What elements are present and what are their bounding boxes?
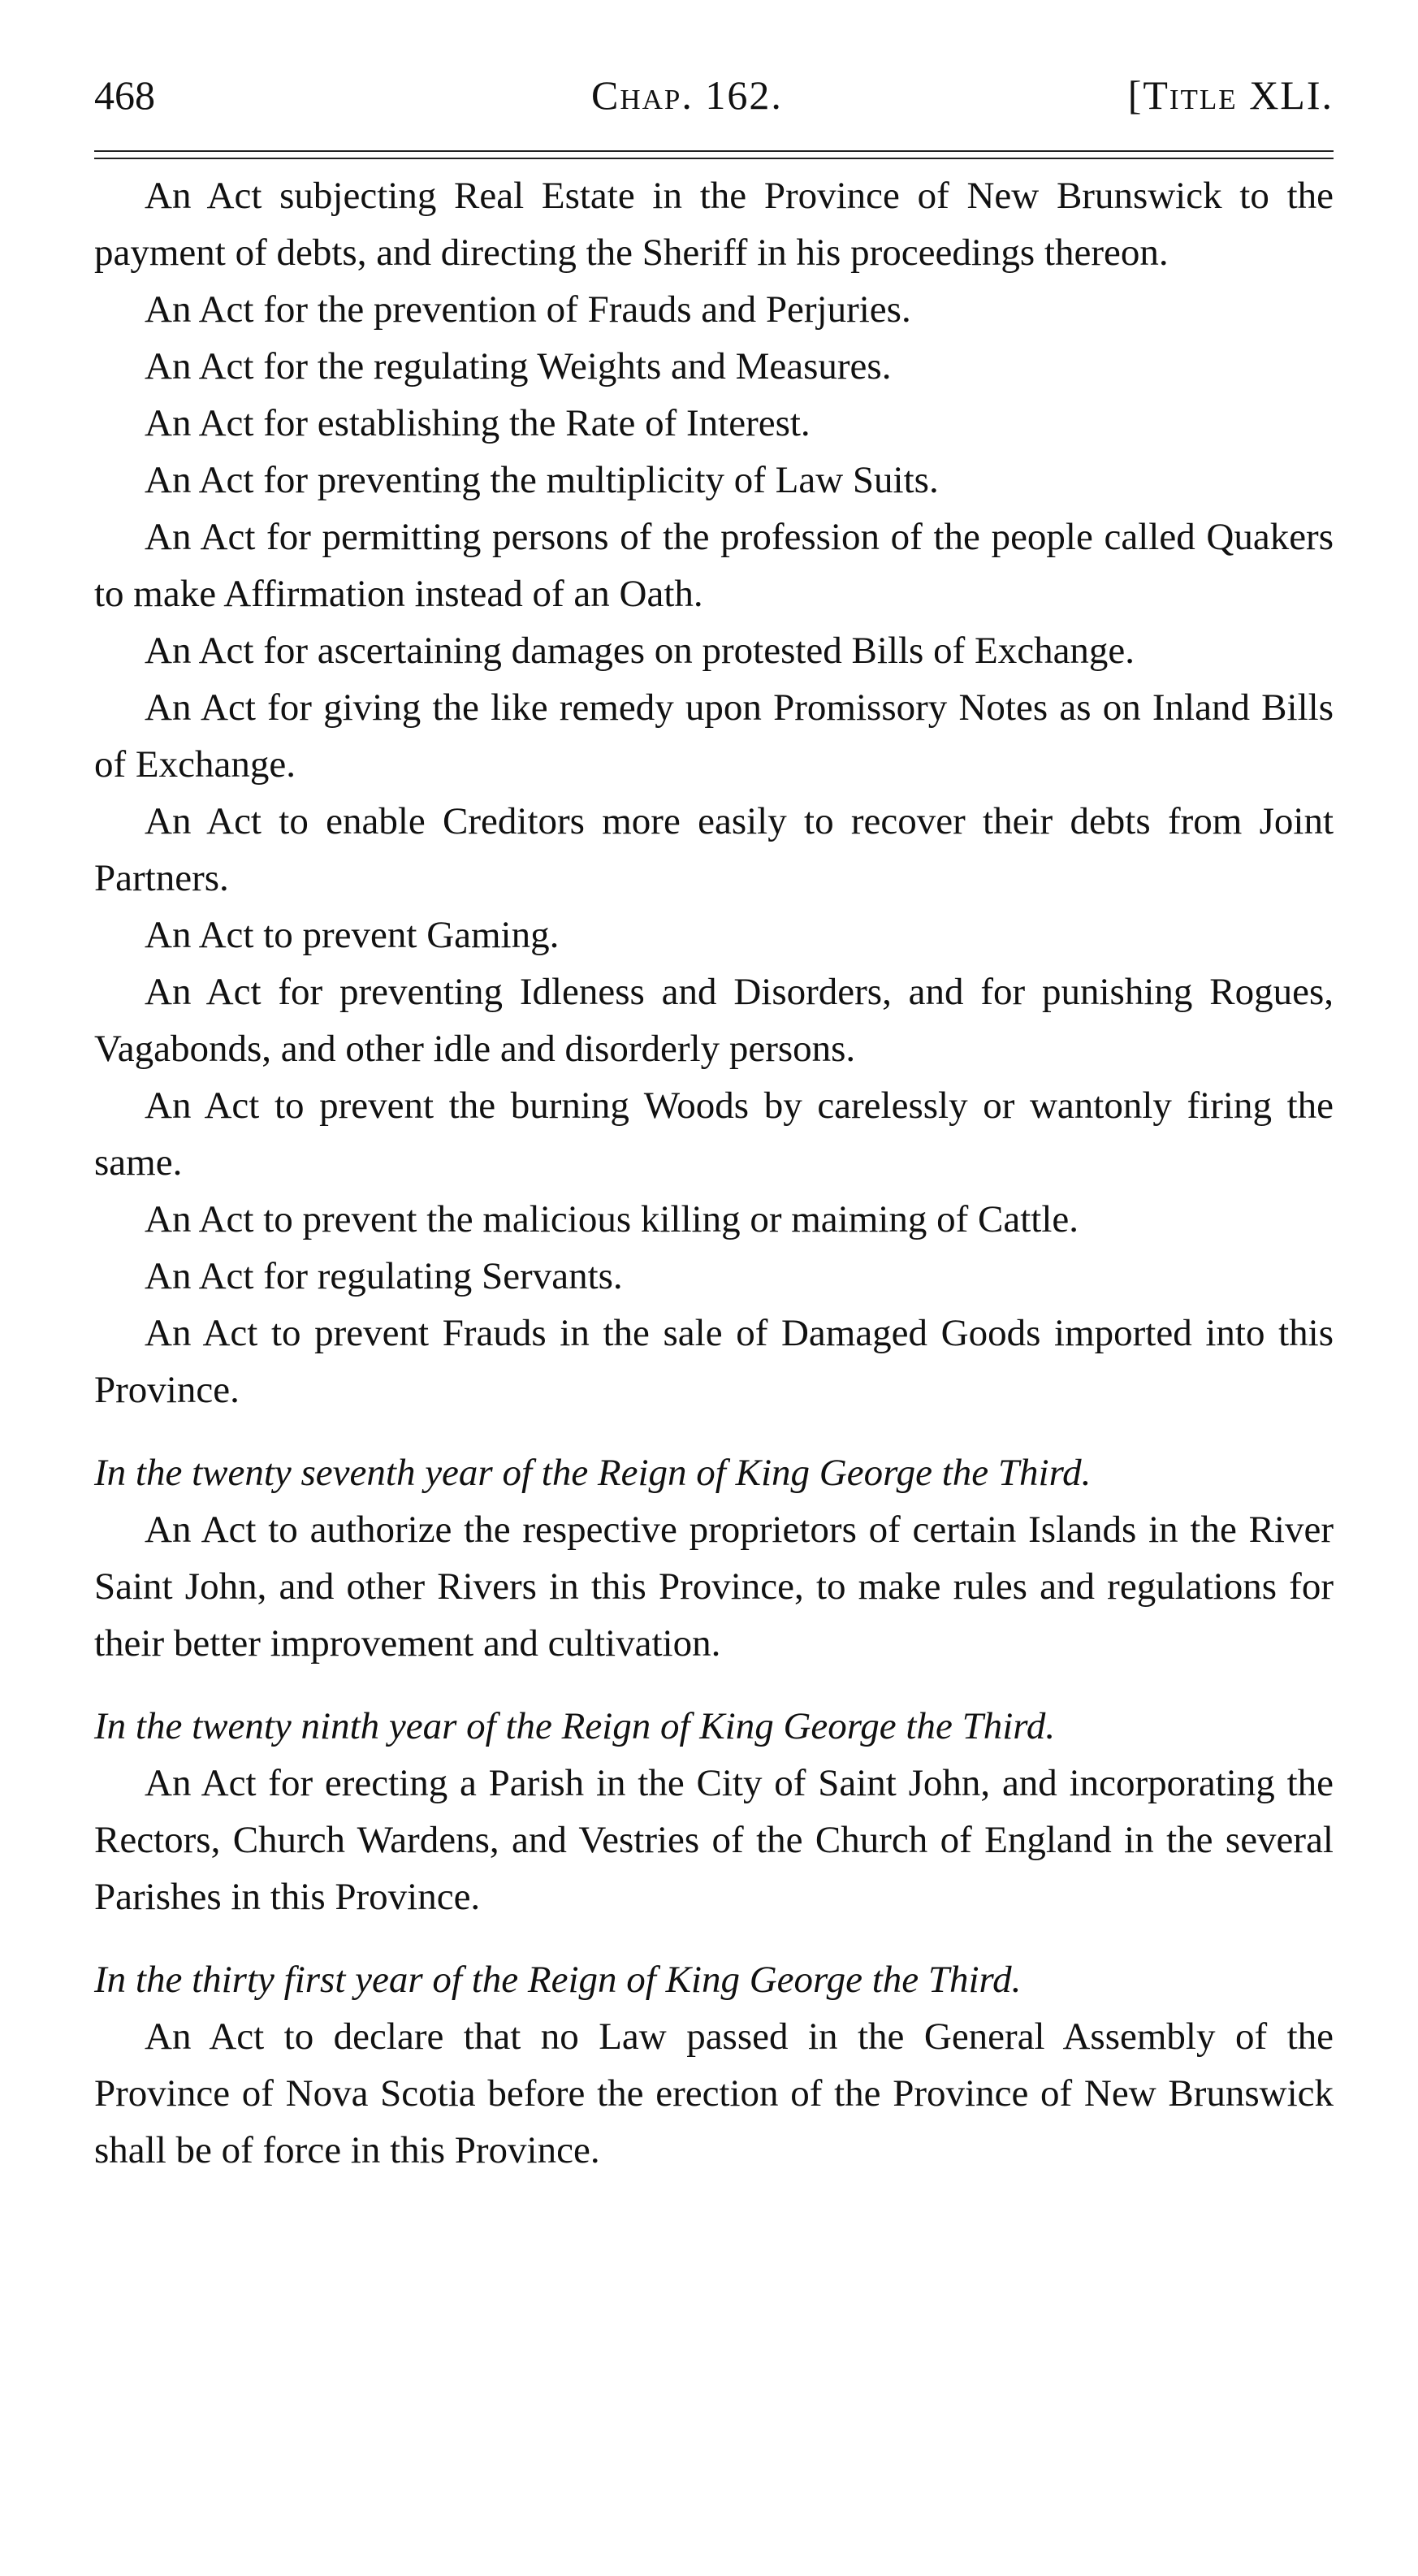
act-paragraph: An Act for ascertaining damages on protested Bills of Exchange. xyxy=(145,630,1135,672)
act-paragraph: An Act to prevent Gaming. xyxy=(145,914,560,956)
act-paragraph: An Act to declare that no Law passed in the General Assembly of the Province of Nova Scotia before the erection of the Province of New Brunswick shall be of force in this Province. xyxy=(94,2015,1334,2171)
header-rule-bottom xyxy=(94,158,1334,159)
act-paragraph: An Act for preventing the multiplicity of Law Suits. xyxy=(145,459,939,501)
act-paragraph: An Act for the regulating Weights and Measures. xyxy=(145,345,892,387)
act-paragraph: An Act for the prevention of Frauds and Perjuries. xyxy=(145,288,911,331)
act-paragraph: An Act for regulating Servants. xyxy=(145,1255,623,1297)
title-reference: [Title XLI. xyxy=(1127,72,1334,118)
act-paragraph: An Act to authorize the respective proprietors of certain Islands in the River Saint John, and other Rivers in this Province, to make rules and regulations for their better improvement and cultivation. xyxy=(94,1509,1334,1665)
page-header xyxy=(94,71,1334,136)
page-body xyxy=(94,167,1334,2179)
running-head: Chap. 162. xyxy=(591,72,783,118)
act-paragraph: An Act to prevent the burning Woods by carelessly or wantonly firing the same. xyxy=(94,1085,1334,1184)
act-paragraph: An Act for giving the like remedy upon Promissory Notes as on Inland Bills of Exchange. xyxy=(94,686,1334,786)
section-heading-31st-year: In the thirty first year of the Reign of King George the Third. xyxy=(94,1959,1022,2001)
act-paragraph: An Act for establishing the Rate of Interest. xyxy=(145,402,811,444)
act-paragraph: An Act to prevent the malicious killing or maiming of Cattle. xyxy=(145,1198,1079,1240)
section-heading-27th-year: In the twenty seventh year of the Reign of King George the Third. xyxy=(94,1452,1092,1494)
act-paragraph: An Act subjecting Real Estate in the Province of New Brunswick to the payment of debts, and directing the Sheriff in his proceedings thereon. xyxy=(94,175,1334,274)
page-number: 468 xyxy=(94,72,155,118)
header-rule-top xyxy=(94,150,1334,152)
section-heading-29th-year: In the twenty ninth year of the Reign of King George the Third. xyxy=(94,1705,1056,1747)
act-paragraph: An Act to prevent Frauds in the sale of Damaged Goods imported into this Province. xyxy=(94,1312,1334,1411)
act-paragraph: An Act to enable Creditors more easily to recover their debts from Joint Partners. xyxy=(94,800,1334,899)
act-paragraph: An Act for erecting a Parish in the City of Saint John, and incorporating the Rectors, Church Wardens, and Vestries of the Church of England in the several Parishes in this Province. xyxy=(94,1762,1334,1918)
act-paragraph: An Act for preventing Idleness and Disorders, and for punishing Rogues, Vagabonds, and other idle and disorderly persons. xyxy=(94,971,1334,1070)
act-paragraph: An Act for permitting persons of the profession of the people called Quakers to make Affirmation instead of an Oath. xyxy=(94,516,1334,615)
